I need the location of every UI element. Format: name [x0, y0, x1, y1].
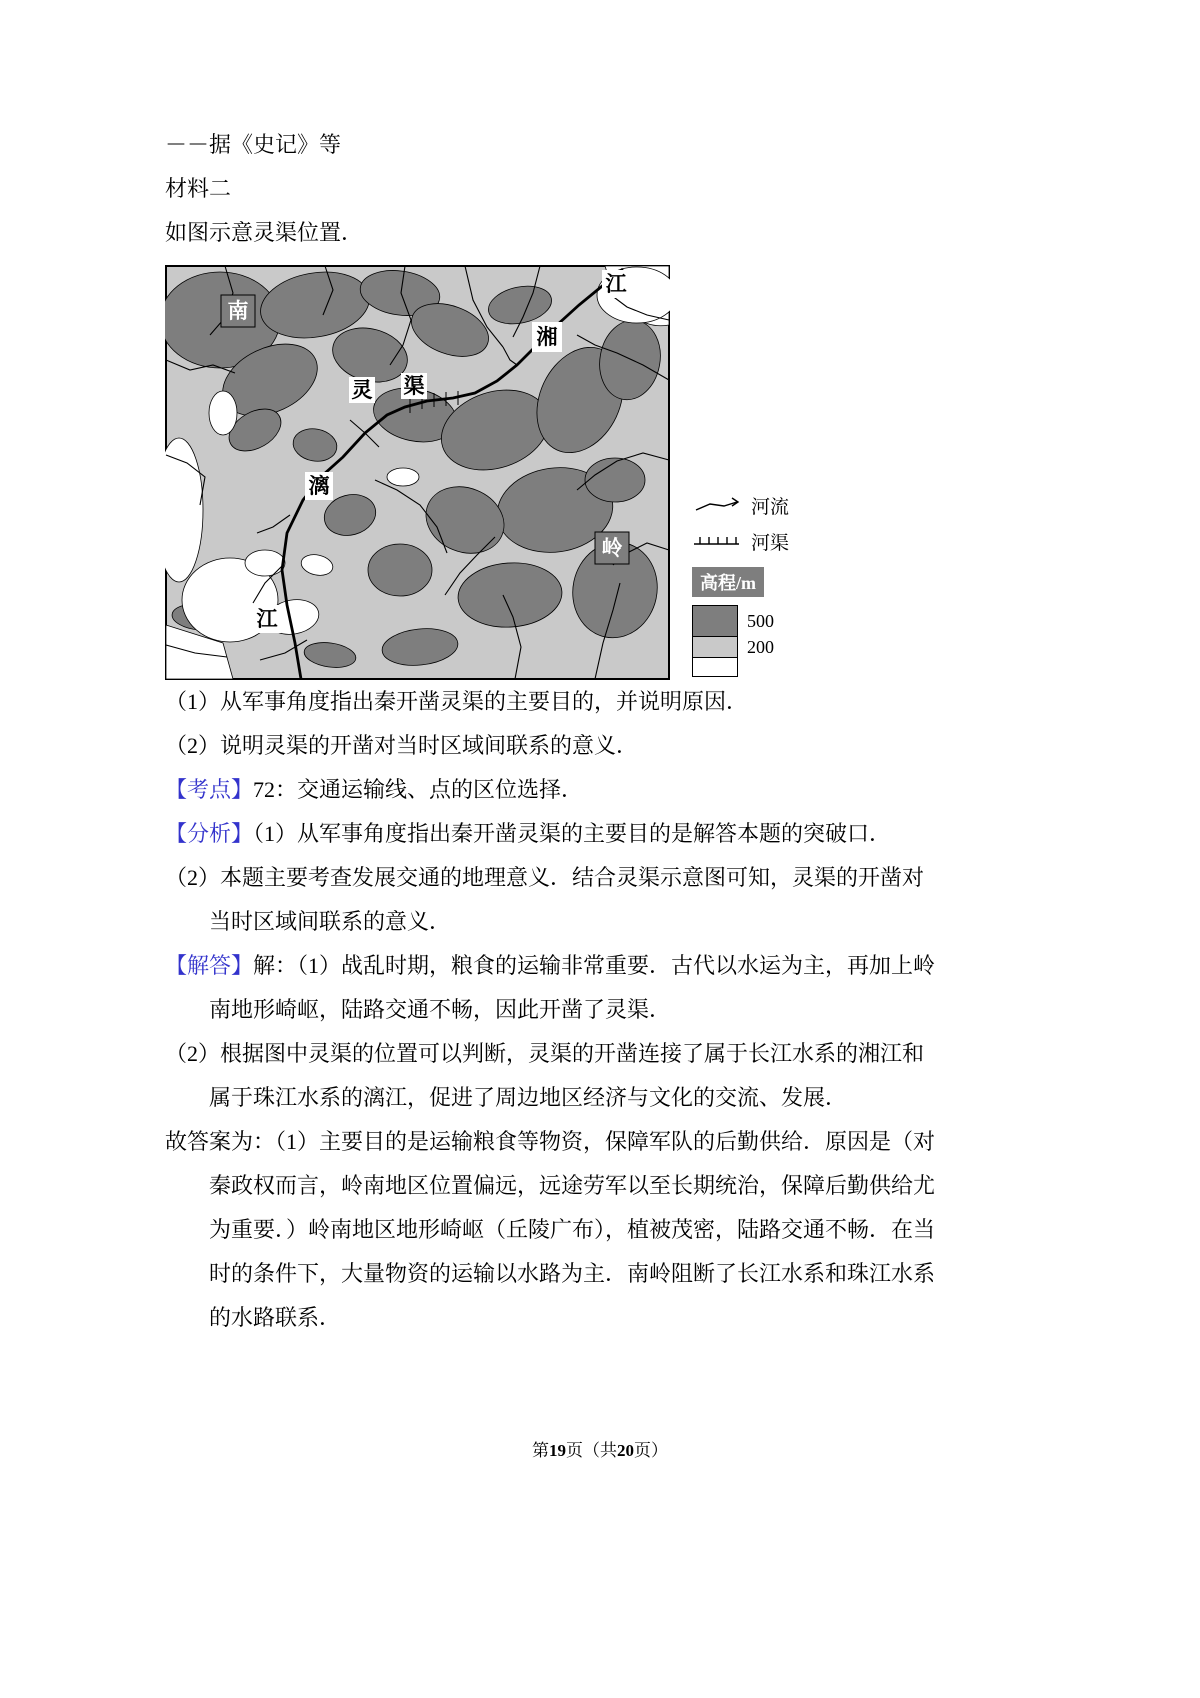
- elevation-title: 高程/m: [692, 567, 764, 597]
- label-jiang-bottom: [253, 605, 281, 633]
- legend-river-label: 河流: [751, 496, 790, 518]
- elevation-row-200: [692, 637, 789, 658]
- figure-intro: 如图示意灵渠位置．: [165, 220, 364, 245]
- canal-symbol-icon: [692, 532, 742, 550]
- elevation-value-200: 200: [747, 637, 774, 657]
- label-jiang-bottom-text: 江: [256, 607, 278, 631]
- lingqu-map: [165, 265, 670, 680]
- label-jiang-top-text: 江: [605, 272, 627, 296]
- label-qu-text: 渠: [403, 374, 425, 398]
- kaodian-line: [165, 768, 1035, 812]
- material-two-label: 材料二: [165, 176, 232, 201]
- footer-post: 页）: [634, 1441, 668, 1460]
- jieda-text-1: 解：（1）战乱时期，粮食的运输非常重要．古代以水运为主，再加上岭: [253, 953, 936, 978]
- fenxi-tag: 【分析】: [165, 821, 254, 846]
- label-ling-ridge-text: 岭: [601, 536, 623, 560]
- footer-mid: 页（共: [566, 1441, 617, 1460]
- footer-page-number: 19: [549, 1441, 566, 1460]
- label-ling-ridge: [595, 532, 629, 564]
- jieda-line-3: （2）根据图中灵渠的位置可以判断，灵渠的开凿连接了属于长江水系的湘江和: [165, 1041, 925, 1066]
- fenxi-line-3: 当时区域间联系的意义．: [209, 909, 452, 934]
- label-xiang: [532, 322, 562, 352]
- elevation-swatch-low: [692, 657, 738, 677]
- footer-total-pages: 20: [617, 1441, 634, 1460]
- label-li: [305, 472, 333, 500]
- label-ling-text: 灵: [351, 378, 373, 402]
- answer-line-3: 为重要．）岭南地区地形崎岖（丘陵广布），植被茂密，陆路交通不畅．在当: [209, 1217, 936, 1242]
- legend-canal-label: 河渠: [751, 532, 790, 554]
- answer-line-2: 秦政权而言，岭南地区位置偏远，远途劳军以至长期统治，保障后勤供给尤: [209, 1173, 936, 1198]
- kaodian-text: 72：交通运输线、点的区位选择．: [253, 777, 584, 802]
- answer-line-1: 故答案为：（1）主要目的是运输粮食等物资，保障军队的后勤供给．原因是（对: [165, 1129, 936, 1154]
- elevation-row-low: [692, 658, 789, 677]
- elevation-value-500: 500: [747, 610, 774, 631]
- footer-pre: 第: [532, 1441, 549, 1460]
- jieda-line-2: 南地形崎岖，陆路交通不畅，因此开凿了灵渠．: [209, 997, 672, 1022]
- legend-river-item: [692, 487, 789, 523]
- label-nan-text: 南: [227, 299, 249, 323]
- label-ling: [349, 377, 375, 403]
- question-1: （1）从军事角度指出秦开凿灵渠的主要目的，并说明原因．: [165, 689, 749, 714]
- jieda-line-4: 属于珠江水系的漓江，促进了周边地区经济与文化的交流、发展．: [209, 1085, 848, 1110]
- legend-canal-item: [692, 523, 789, 559]
- kaodian-tag: 【考点】: [165, 777, 254, 802]
- fenxi-text-1: （1）从军事角度指出秦开凿灵渠的主要目的是解答本题的突破口．: [253, 821, 892, 846]
- answer-line-4: 时的条件下，大量物资的运输以水路为主．南岭阻断了长江水系和珠江水系: [209, 1261, 936, 1286]
- page-footer: [0, 1436, 1200, 1461]
- source-note: －－据《史记》等: [165, 132, 342, 157]
- elevation-swatch-200: [692, 636, 738, 658]
- river-symbol-icon: [692, 496, 742, 514]
- fenxi-line-1: [165, 812, 1035, 856]
- label-nan: [221, 295, 255, 327]
- label-li-text: 漓: [308, 474, 330, 498]
- lingqu-map-figure: [165, 265, 1035, 680]
- elevation-scale: [692, 605, 789, 677]
- jieda-line-1: [165, 944, 1035, 988]
- label-jiang-top: [602, 270, 630, 298]
- answer-line-5: 的水路联系．: [209, 1305, 342, 1330]
- elevation-swatch-500: [692, 605, 738, 637]
- map-legend: [692, 487, 789, 677]
- question-2: （2）说明灵渠的开凿对当时区域间联系的意义．: [165, 733, 639, 758]
- jieda-tag: 【解答】: [165, 953, 254, 978]
- label-xiang-text: 湘: [536, 325, 558, 349]
- fenxi-line-2: （2）本题主要考查发展交通的地理意义．结合灵渠示意图可知，灵渠的开凿对: [165, 865, 925, 890]
- label-qu: [401, 373, 427, 399]
- elevation-row-500: [692, 605, 789, 637]
